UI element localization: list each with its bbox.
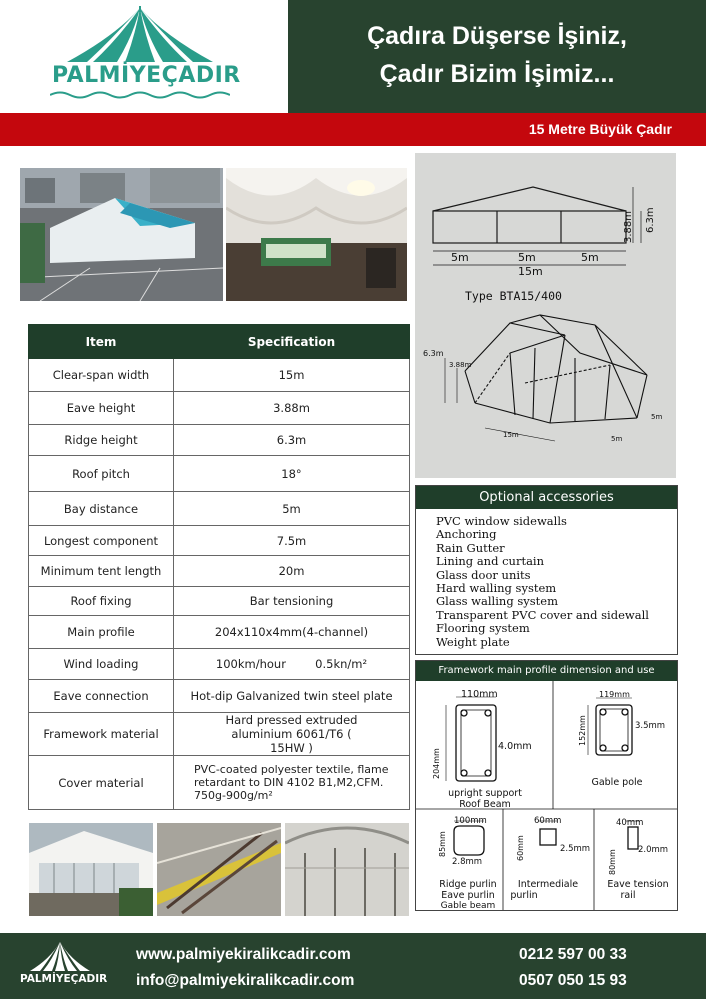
dim-bay-2: 5m [518, 251, 536, 264]
tent-logo-icon [55, 6, 225, 68]
row-spec: 7.5m [174, 526, 410, 556]
row-item: Roof pitch [29, 456, 174, 492]
eave-rail-width: 40mm [616, 818, 644, 828]
phone-2[interactable]: 0507 050 15 93 [519, 972, 627, 989]
slogan-line-1: Çadıra Düşerse İşiniz, [367, 22, 627, 50]
tent-type-label: Type BTA15/400 [465, 289, 562, 303]
row-spec: PVC-coated polyester textile, flame retardant to DIN 4102 B1,M2,CFM. 750g-900g/m² [174, 756, 410, 810]
framework-panel [415, 660, 678, 911]
list-item: Glass walling system [436, 594, 558, 609]
list-item: Flooring system [436, 621, 530, 636]
ridge-height: 85mm [438, 831, 447, 857]
photo-tent-frame [285, 823, 409, 916]
footer [0, 933, 706, 999]
ridge-label-1: Ridge purlin [439, 879, 497, 890]
row-item: Minimum tent length [29, 556, 174, 587]
footer-brand-name: PALMİYEÇADIR [20, 973, 108, 985]
intermediate-label-2: purlin [510, 890, 538, 901]
table-row [29, 425, 410, 456]
eave-rail-label-2: rail [620, 890, 636, 901]
phone-1[interactable]: 0212 597 00 33 [519, 946, 627, 963]
iso-eave-label: 3.88m [449, 361, 472, 369]
eave-rail-wall: 2.0mm [638, 845, 669, 855]
row-item: Roof fixing [29, 587, 174, 616]
row-spec: Hard pressed extruded aluminium 6061/T6 ( 15HW ) [174, 713, 410, 756]
ridge-width: 100mm [454, 816, 487, 826]
row-spec: Hot-dip Galvanized twin steel plate [174, 680, 410, 713]
row-item: Eave connection [29, 680, 174, 713]
upright-label-2: Roof Beam [459, 799, 511, 810]
tent-elevation-icon [415, 153, 676, 478]
intermediate-height: 60mm [516, 835, 525, 861]
list-item: Glass door units [436, 567, 531, 582]
upright-width: 110mm [461, 689, 498, 700]
brand-name: PALMİYEÇADIR [52, 63, 241, 88]
table-row [29, 456, 410, 492]
footer-tent-logo-icon [28, 941, 92, 975]
row-item: Ridge height [29, 425, 174, 456]
ridge-wall: 2.8mm [452, 857, 483, 867]
gable-wall: 3.5mm [635, 721, 666, 731]
table-row [29, 359, 410, 392]
row-spec: 20m [174, 556, 410, 587]
upright-label-1: upright support [448, 788, 522, 799]
photo-profile-parts [157, 823, 281, 916]
eave-rail-label-1: Eave tension [607, 879, 669, 890]
col-spec-header: Specification [174, 325, 410, 359]
row-item: Framework material [29, 713, 174, 756]
header-logo-area [0, 0, 288, 113]
table-row [29, 392, 410, 425]
iso-bay2-label: 5m [651, 413, 663, 421]
iso-length-label: 15m [503, 431, 519, 439]
tent-diagram-panel [415, 153, 676, 478]
email-link[interactable]: info@palmiyekiralikcadir.com [136, 972, 355, 989]
table-row [29, 492, 410, 526]
dim-bay-3: 5m [581, 251, 599, 264]
iso-height-label: 6.3m [423, 349, 444, 358]
table-row [29, 526, 410, 556]
list-item: Hard walling system [436, 581, 557, 596]
accessories-title: Optional accessories [416, 486, 677, 509]
table-row [29, 680, 410, 713]
intermediate-label-1: Intermediale [517, 879, 579, 890]
page-subtitle: 15 Metre Büyük Çadır [528, 121, 672, 137]
spec-table [28, 324, 410, 810]
ridge-label-3: Gable beam [440, 901, 496, 911]
row-spec: Bar tensioning [174, 587, 410, 616]
website-link[interactable]: www.palmiyekiralikcadir.com [136, 946, 351, 963]
row-item: Main profile [29, 616, 174, 649]
accessories-list [436, 515, 649, 649]
table-row [29, 756, 410, 810]
row-item: Wind loading [29, 649, 174, 680]
iso-bay1-label: 5m [611, 435, 623, 443]
gable-height: 152mm [578, 715, 587, 746]
table-row [29, 713, 410, 756]
header-slogan-area [288, 0, 706, 113]
list-item: Anchoring [436, 527, 497, 542]
list-item: Transparent PVC cover and sidewall [436, 607, 649, 622]
row-item: Cover material [29, 756, 174, 810]
photo-tent-interior [226, 168, 407, 301]
row-spec: 3.88m [174, 392, 410, 425]
dim-ridge-height: 6.3m [645, 207, 656, 233]
row-spec: 15m [174, 359, 410, 392]
subtitle-bar [0, 113, 706, 146]
dim-bay-1: 5m [451, 251, 469, 264]
framework-title: Framework main profile dimension and use [416, 661, 677, 681]
upright-wall: 4.0mm [498, 741, 532, 752]
col-item-header: Item [29, 325, 174, 359]
photo-tent-exterior [29, 823, 153, 916]
row-spec: 204x110x4mm(4-channel) [174, 616, 410, 649]
list-item: Lining and curtain [436, 554, 545, 569]
intermediate-wall: 2.5mm [560, 844, 591, 854]
gable-label: Gable pole [591, 777, 643, 788]
dim-total-width: 15m [518, 265, 543, 278]
dim-eave-height: 3.88m [623, 210, 634, 243]
table-row [29, 616, 410, 649]
accessories-panel [415, 485, 678, 655]
row-spec: 5m [174, 492, 410, 526]
photo-outdoor-tent [20, 168, 223, 301]
row-item: Clear-span width [29, 359, 174, 392]
row-item: Eave height [29, 392, 174, 425]
row-item: Longest component [29, 526, 174, 556]
logo-wave-icon [50, 90, 230, 100]
list-item: Weight plate [436, 634, 510, 649]
row-item: Bay distance [29, 492, 174, 526]
table-row [29, 556, 410, 587]
upright-height: 204mm [432, 748, 441, 779]
gable-width: 119mm [599, 690, 630, 699]
row-spec: 100km/hour 0.5kn/m² [174, 649, 410, 680]
list-item: PVC window sidewalls [436, 514, 567, 528]
table-row [29, 587, 410, 616]
intermediate-width: 60mm [534, 816, 562, 826]
table-row [29, 649, 410, 680]
eave-rail-height: 80mm [608, 849, 617, 875]
list-item: Rain Gutter [436, 540, 505, 555]
row-spec: 6.3m [174, 425, 410, 456]
slogan-line-2: Çadır Bizim İşimiz... [379, 60, 615, 88]
ridge-label-2: Eave purlin [441, 890, 495, 901]
row-spec: 18° [174, 456, 410, 492]
